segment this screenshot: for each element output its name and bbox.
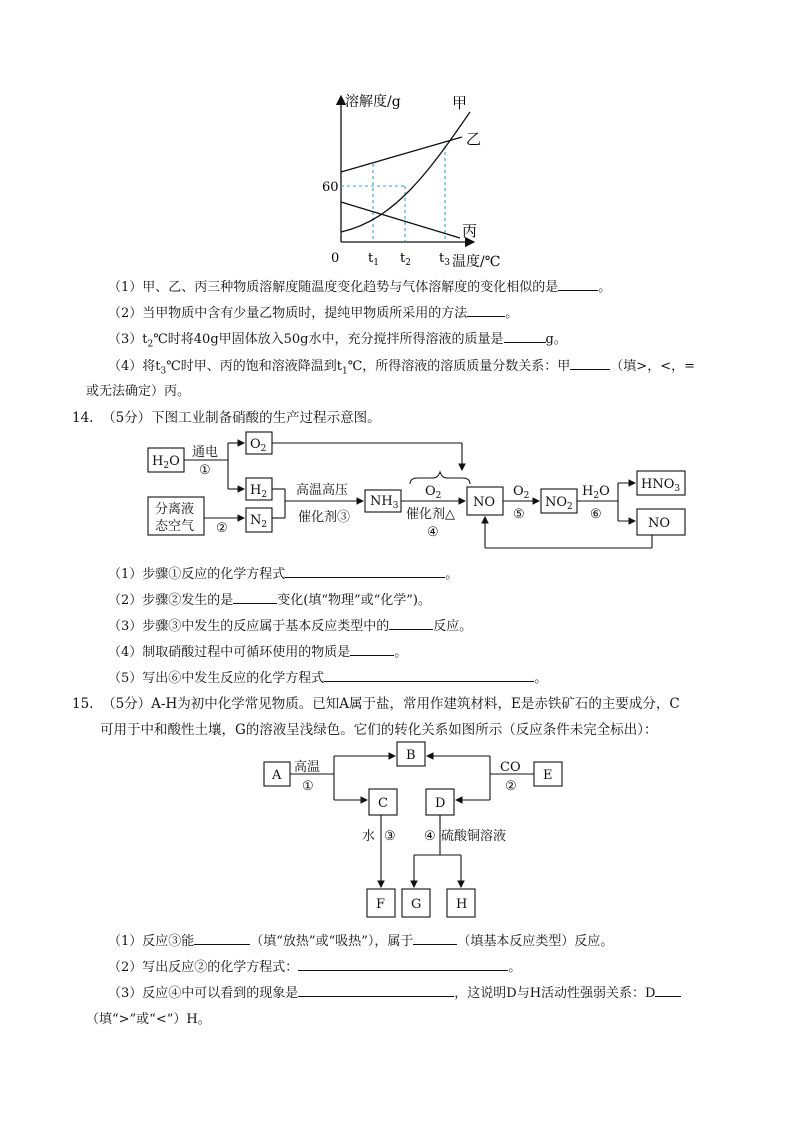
origin-label: 0: [331, 251, 340, 266]
label-r4: ④: [424, 829, 436, 844]
q14-part5: （5）写出⑥中发生反应的化学方程式 。: [108, 671, 548, 686]
solubility-chart: [300, 88, 520, 278]
box-b: B: [406, 748, 416, 763]
box-no-out: NO: [648, 516, 671, 531]
q13-part3: $(3)t_2℃$时将40g甲固体放入50g水中，充分搅拌所得溶液的质量是 g。: [108, 332, 567, 350]
box-f: F: [376, 897, 386, 912]
label-step1: ①: [199, 463, 211, 478]
label-cuso4: 硫酸铜溶液: [441, 829, 507, 844]
series-label-jia: 甲: [452, 94, 468, 112]
box-no: NO: [473, 495, 496, 510]
line-yi: [341, 137, 462, 172]
box-h2: $H_2$: [250, 483, 268, 500]
series-label-yi: 乙: [466, 130, 482, 148]
q13-part4: （4）将$t_3℃$时甲、丙的饱和溶液降温到$t_1℃$，所得溶液的溶质质量分数关系：甲 （填>，<，=: [108, 359, 695, 377]
q14-part2: （2）步骤②发生的是 变化(填“物理”或“化学”)。: [108, 593, 432, 608]
box-n2: $N_2$: [250, 513, 268, 530]
box-nh3: $NH_3$: [370, 494, 399, 511]
label-high-temp-pressure: 高温高压: [296, 483, 349, 498]
label-step6: ⑥: [590, 507, 602, 522]
label-step5: ⑤: [513, 507, 525, 522]
q14-part4: （4）制取硝酸过程中可循环使用的物质是 。: [108, 645, 408, 660]
box-d: D: [435, 796, 446, 811]
y-axis-label: 溶解度/g: [345, 94, 401, 110]
q14-header: 14. （5分）下图工业制备硝酸的生产过程示意图。: [72, 410, 381, 426]
box-c: C: [378, 796, 388, 811]
q14-part3: （3）步骤③中发生的反应属于基本反应类型中的 反应。: [108, 619, 473, 634]
q13-part1: （1）甲、乙、丙三种物质溶解度随温度变化趋势与气体溶解度的变化相似的是 。: [108, 280, 612, 295]
curve-jia: [341, 112, 470, 232]
q13-part4-cont: 或无法确定）丙。: [86, 384, 191, 399]
label-o2-step4: $O_2$: [425, 484, 442, 501]
box-a: A: [272, 768, 282, 783]
q15-part3: （3）反应④中可以看到的现象是 ，这说明D与H活动性强弱关系：D: [108, 982, 681, 1001]
label-o2-step5: $O_2$: [513, 484, 530, 501]
label-water: 水: [362, 829, 376, 844]
x-tick-t3: $t_3$: [439, 251, 450, 268]
label-r1: ①: [302, 779, 314, 794]
label-catalyst3: 催化剂③: [298, 510, 351, 525]
label-h2o-step6: $H_2O$: [582, 484, 610, 501]
q15-part3-cont: （填“>”或“<”）H。: [86, 1012, 211, 1027]
box-hno3: $HNO_3$: [641, 477, 681, 494]
box-g: G: [411, 897, 422, 912]
y-tick-60: 60: [322, 180, 339, 195]
label-step4: ④: [427, 525, 439, 540]
q15-part1: （1）反应③能 （填“放热”或“吸热”），属于 （填基本反应类型）反应。: [108, 934, 614, 949]
label-high-temp: 高温: [294, 760, 321, 775]
box-air-line1: 分离液: [155, 502, 195, 517]
label-electrolysis: 通电: [192, 445, 219, 460]
box-h2o: $H_2O$: [152, 454, 180, 471]
brace: [410, 472, 470, 484]
box-e: E: [543, 768, 553, 783]
line-bing: [341, 202, 460, 238]
x-tick-t1: $t_1$: [368, 251, 379, 268]
label-r3: ③: [384, 829, 396, 844]
series-label-bing: 丙: [462, 222, 478, 240]
label-r2: ②: [505, 779, 517, 794]
x-tick-t2: $t_2$: [400, 251, 411, 268]
x-axis-label: 温度/℃: [452, 254, 501, 270]
q13-part2: （2）当甲物质中含有少量乙物质时，提纯甲物质所采用的方法 。: [108, 306, 519, 321]
box-no2: $NO_2$: [545, 495, 573, 512]
reaction-flow-diagram: [260, 740, 580, 920]
label-step2: ②: [216, 521, 228, 536]
q15-header-cont: 可用于中和酸性土壤，G的溶液呈浅绿色。它们的转化关系如图所示（反应条件未完全标出）：: [100, 722, 658, 738]
box-air-line2: 态空气: [155, 519, 195, 534]
box-o2-top: $O_2$: [250, 437, 267, 454]
nitric-acid-flow-diagram: [140, 428, 700, 556]
q15-part2: （2）写出反应②的化学方程式： 。: [108, 960, 522, 975]
q14-part1: （1）步骤①反应的化学方程式 。: [108, 567, 459, 582]
label-co: CO: [500, 760, 521, 775]
label-catalyst-heat: 催化剂△: [406, 507, 455, 522]
box-h: H: [456, 897, 468, 912]
q15-header: 15. （5分）A-H为初中化学常见物质。已知A属于盐，常用作建筑材料，E是赤铁矿石的主要成分，C: [72, 696, 680, 712]
